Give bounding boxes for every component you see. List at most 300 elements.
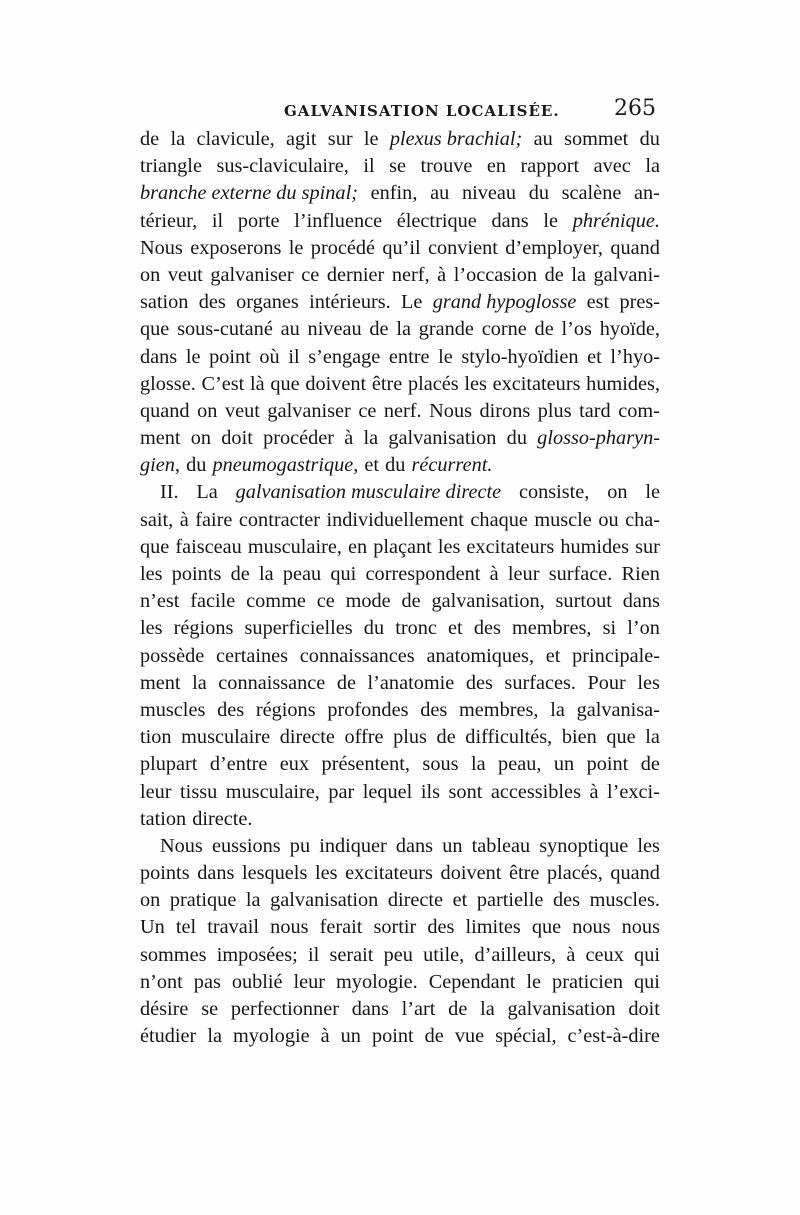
word: étudier: [140, 1025, 197, 1048]
word: à: [589, 780, 599, 803]
word: à: [566, 943, 576, 966]
word: entre: [388, 345, 430, 368]
text-line: [140, 425, 660, 452]
word: dirons: [479, 399, 531, 422]
word: qu’il: [382, 236, 421, 259]
italic-word: plexus brachial;: [389, 128, 523, 150]
word: le: [288, 236, 304, 259]
word: chaque: [470, 508, 528, 531]
word: quand: [610, 236, 660, 259]
word: perfectionner: [230, 998, 339, 1020]
text-line: [140, 534, 660, 561]
word: n’est: [140, 590, 180, 613]
word: du: [186, 454, 207, 477]
word: des: [465, 671, 493, 694]
word: en: [347, 535, 368, 558]
word: du: [639, 128, 660, 150]
word: et: [452, 889, 468, 912]
word: être: [509, 862, 540, 885]
word: du: [363, 617, 385, 640]
word: la: [396, 318, 411, 341]
word: au: [430, 182, 450, 205]
word: possède: [140, 644, 205, 667]
word: ferait: [319, 916, 363, 939]
word: bien: [561, 726, 597, 749]
word: faire: [195, 508, 233, 531]
word: à: [489, 563, 499, 585]
word: du: [385, 454, 406, 477]
word: mode: [345, 590, 391, 613]
word: C’est: [201, 372, 245, 395]
word: surtout: [555, 590, 612, 613]
word: porte: [237, 209, 280, 232]
word: individuellement: [326, 508, 464, 531]
word: et: [587, 345, 602, 368]
word: enfin,: [370, 182, 418, 205]
word: de: [369, 318, 389, 341]
word: régions: [255, 698, 316, 721]
word: qui: [633, 970, 660, 993]
word: des: [473, 617, 501, 640]
text-line: [140, 180, 660, 207]
word: présentent,: [321, 753, 410, 776]
text-line: [140, 561, 660, 588]
word: des: [217, 698, 245, 721]
word: dans: [622, 590, 660, 613]
word: un: [553, 753, 575, 776]
word: on: [190, 427, 212, 450]
word: ceux: [585, 943, 624, 966]
word: muscle: [534, 508, 592, 531]
word: le: [363, 128, 379, 150]
word: membres,: [459, 698, 539, 721]
word: comme: [246, 590, 306, 613]
word: peau,: [498, 753, 542, 776]
word: ment: [140, 427, 181, 450]
word: de: [401, 590, 421, 613]
word: qui: [634, 943, 660, 966]
word: surface.: [548, 563, 613, 585]
word: veut: [167, 263, 203, 286]
word: la: [470, 753, 486, 776]
word: galvaniser: [267, 399, 351, 422]
word: offre: [344, 726, 384, 749]
word: membres,: [512, 617, 592, 640]
word: com-: [618, 399, 660, 422]
word: surfaces.: [504, 671, 576, 694]
word: d’ailleurs,: [474, 943, 557, 966]
word: l’influence: [294, 209, 383, 232]
word: galvanisa-: [576, 698, 660, 721]
word: de: [336, 671, 356, 694]
word: correspondent: [365, 563, 481, 585]
word: directe: [279, 726, 335, 749]
running-title: GALVANISATION LOCALISÉE.: [284, 102, 560, 120]
word: nerf,: [391, 263, 430, 286]
word: à: [437, 263, 447, 286]
word: tissu: [180, 780, 218, 803]
word: plus: [393, 726, 427, 749]
word: l’exci-: [607, 780, 660, 803]
word: ce: [358, 399, 377, 422]
word: s’engage: [308, 345, 381, 368]
word: l’anatomie: [367, 671, 455, 694]
word: sur: [327, 128, 353, 150]
word: triangle: [140, 155, 202, 178]
word: certaines: [215, 644, 289, 667]
word: faisceau: [175, 535, 242, 558]
word: doit: [628, 998, 660, 1020]
italic-word: phrénique.: [572, 209, 660, 232]
text-line: [140, 724, 660, 751]
word: on: [197, 399, 218, 422]
word: synoptique: [539, 834, 629, 857]
word: à: [344, 427, 354, 450]
word: humides,: [586, 372, 660, 395]
word: ce: [316, 590, 335, 613]
word: connaissance: [218, 671, 326, 694]
word: régions: [173, 617, 234, 640]
word: La: [196, 481, 218, 504]
word: l’art: [401, 998, 436, 1020]
word: nous: [572, 916, 611, 939]
word: la: [550, 698, 565, 721]
word: le: [543, 209, 558, 232]
word: sait,: [140, 508, 174, 531]
text-line: [140, 1023, 660, 1050]
word: la: [645, 155, 660, 178]
body-text: [140, 126, 660, 1050]
word: la: [363, 427, 379, 450]
word: il: [363, 155, 375, 178]
word: dans: [491, 209, 529, 232]
word: procéder: [263, 427, 334, 450]
word: tableau: [471, 834, 531, 857]
text-line: [140, 262, 660, 289]
word: clavicule,: [196, 128, 275, 150]
word: placés: [408, 372, 459, 395]
word: sortir: [373, 916, 417, 939]
word: de: [448, 998, 468, 1020]
text-line: [140, 588, 660, 615]
word: de: [140, 128, 160, 150]
word: oublié: [231, 970, 283, 993]
word: que: [140, 318, 170, 341]
word: sont: [448, 780, 483, 803]
text-line: [140, 371, 660, 398]
word: pratique: [169, 889, 237, 912]
text-line: [140, 996, 660, 1023]
word: à: [320, 1025, 330, 1048]
word: tel: [175, 916, 197, 939]
text-line: [140, 208, 660, 235]
word: accessibles: [490, 780, 581, 803]
word: plus: [537, 399, 572, 422]
word: des: [420, 698, 448, 721]
word: être: [371, 372, 403, 395]
italic-word: branche externe du spinal;: [140, 182, 358, 205]
word: la: [207, 1025, 222, 1048]
word: tion: [140, 726, 172, 749]
word: II.: [160, 481, 179, 504]
word: tation: [140, 807, 187, 830]
word: placés,: [547, 862, 603, 885]
word: anatomiques,: [426, 644, 535, 667]
word: ce: [301, 263, 320, 286]
word: le: [526, 970, 542, 993]
text-line: [140, 289, 660, 316]
word: des: [427, 916, 455, 939]
italic-word: pneumogastrique,: [212, 454, 359, 477]
word: connaissances: [299, 644, 415, 667]
running-head: [140, 96, 660, 126]
word: se: [389, 155, 407, 178]
word: avec: [593, 155, 631, 178]
word: procédé: [310, 236, 375, 259]
word: corne: [481, 318, 527, 341]
word: sation: [140, 291, 189, 314]
word: de: [544, 263, 564, 286]
word: niveau: [461, 182, 516, 205]
word: galvaniser: [210, 263, 294, 286]
word: Pour: [587, 671, 626, 694]
text-line: [140, 751, 660, 778]
word: n’ont: [140, 970, 183, 993]
word: exposerons: [190, 236, 282, 259]
text-line: [140, 942, 660, 969]
word: excitateurs: [345, 862, 433, 885]
word: superficielles: [244, 617, 353, 640]
word: on: [140, 263, 161, 286]
word: musculaire: [181, 726, 271, 749]
word: niveau: [307, 318, 362, 341]
word: que: [606, 726, 636, 749]
word: trouve: [420, 155, 473, 178]
text-line: [140, 833, 660, 860]
word: muscles: [140, 698, 206, 721]
word: principale-: [572, 644, 660, 667]
text-line: [140, 479, 660, 506]
word: la: [192, 671, 207, 694]
word: points: [140, 862, 190, 885]
italic-word: glosso-pharyn-: [537, 427, 660, 450]
word: consiste,: [518, 481, 590, 504]
word: est: [586, 291, 610, 314]
word: les: [437, 535, 461, 558]
word: pas: [193, 970, 221, 993]
word: pres-: [619, 291, 660, 314]
word: grande: [418, 318, 474, 341]
word: il: [211, 209, 224, 232]
word: la: [645, 726, 660, 749]
word: myologie: [232, 1025, 310, 1048]
italic-word: grand hypoglosse: [432, 291, 577, 314]
word: cha-: [625, 508, 660, 531]
word: leur: [140, 780, 172, 803]
word: un: [442, 834, 463, 857]
word: directe.: [192, 807, 253, 830]
word: sur: [635, 535, 660, 558]
text-line: [140, 670, 660, 697]
word: point: [586, 753, 629, 776]
word: dans: [351, 998, 389, 1020]
word: nerf.: [383, 399, 422, 422]
word: quand: [610, 862, 660, 885]
word: eux: [279, 753, 310, 776]
word: scalène: [561, 182, 622, 205]
text-line: [140, 860, 660, 887]
word: muscles.: [589, 889, 660, 912]
word: dans: [140, 345, 178, 368]
word: qui: [330, 563, 357, 585]
text-line: [140, 235, 660, 262]
word: musculaire,: [225, 780, 320, 803]
word: vue: [454, 1025, 485, 1048]
word: leur: [293, 970, 326, 993]
word: doivent: [305, 372, 367, 395]
word: à: [179, 508, 189, 531]
word: veut: [224, 399, 260, 422]
word: au: [280, 318, 300, 341]
word: se: [201, 998, 219, 1020]
word: ment: [140, 671, 181, 694]
word: que: [270, 372, 300, 395]
word: glosse.: [140, 372, 196, 395]
word: de: [424, 1025, 444, 1048]
word: l’on: [627, 617, 660, 640]
word: intérieurs.: [309, 291, 391, 314]
text-line: [140, 153, 660, 180]
word: la: [480, 998, 495, 1020]
word: les: [637, 834, 660, 857]
word: nous: [621, 916, 660, 939]
word: désire: [140, 998, 189, 1020]
word: les: [140, 617, 163, 640]
word: et: [448, 617, 463, 640]
word: électrique: [396, 209, 477, 232]
word: imposées;: [216, 943, 298, 966]
text-line: [140, 507, 660, 534]
word: sommes: [140, 943, 207, 966]
word: sous-cutané: [177, 318, 273, 341]
word: plaçant: [373, 535, 432, 558]
word: difficultés,: [465, 726, 553, 749]
word: du: [506, 427, 527, 450]
word: si: [602, 617, 617, 640]
text-line: [140, 316, 660, 343]
word: l’occasion: [453, 263, 538, 286]
word: serait: [329, 943, 374, 966]
word: la: [245, 889, 261, 912]
word: doit: [221, 427, 253, 450]
word: musculaire,: [247, 535, 342, 558]
text-line: [140, 126, 660, 153]
word: travail: [207, 916, 260, 939]
page-number: 265: [614, 96, 656, 121]
word: point: [209, 345, 251, 368]
word: on: [607, 481, 628, 504]
word: que: [140, 535, 170, 558]
text-line: [140, 806, 660, 833]
word: eussions: [211, 834, 281, 857]
word: partielle: [476, 889, 544, 912]
word: sous: [422, 753, 459, 776]
word: galvanisation: [270, 889, 379, 912]
word: Rien: [621, 563, 660, 585]
word: organes: [236, 291, 299, 314]
word: le: [438, 345, 453, 368]
word: de: [640, 753, 660, 776]
text-line: [140, 697, 660, 724]
word: plupart: [140, 753, 198, 776]
word: convient: [428, 236, 498, 259]
word: points: [171, 563, 222, 585]
word: il: [288, 345, 300, 368]
word: ils: [420, 780, 441, 803]
word: de: [534, 318, 554, 341]
word: quand: [140, 399, 190, 422]
word: point: [371, 1025, 414, 1048]
word: en: [486, 155, 507, 178]
word: indiquer: [319, 834, 387, 857]
italic-word: galvanisation musculaire directe: [235, 481, 502, 504]
word: les: [140, 563, 163, 585]
text-line: [140, 969, 660, 996]
word: an-: [634, 182, 660, 205]
text-line: [140, 643, 660, 670]
word: là: [250, 372, 265, 395]
word: doivent: [440, 862, 502, 885]
word: de: [436, 726, 456, 749]
word: Nous: [140, 236, 183, 259]
text-line: [140, 887, 660, 914]
word: de: [230, 563, 250, 585]
text-line: [140, 452, 660, 479]
word: excitateurs: [466, 535, 555, 558]
word: Cependant: [428, 970, 516, 993]
word: galvani-: [593, 263, 660, 286]
word: nous: [270, 916, 309, 939]
word: la: [571, 263, 586, 286]
word: humides: [560, 535, 630, 558]
word: le: [645, 481, 660, 504]
word: dans: [197, 862, 235, 885]
word: directe: [387, 889, 444, 912]
word: spécial,: [495, 1025, 557, 1048]
word: galvanisation: [507, 998, 616, 1020]
word: galvanisation,: [431, 590, 545, 613]
word: utile,: [423, 943, 465, 966]
word: il: [308, 943, 320, 966]
word: les: [314, 862, 338, 885]
word: un: [340, 1025, 361, 1048]
word: que: [531, 916, 562, 939]
word: tronc: [395, 617, 437, 640]
word: facile: [190, 590, 236, 613]
word: agit: [286, 128, 317, 150]
word: pu: [289, 834, 311, 857]
word: stylo-hyoïdien: [461, 345, 579, 368]
word: Nous: [160, 834, 203, 857]
text-line: [140, 615, 660, 642]
word: l’hyo-: [610, 345, 660, 368]
word: galvanisation: [388, 427, 497, 450]
word: limites: [465, 916, 521, 939]
word: des: [552, 889, 580, 912]
italic-word: gien,: [140, 454, 180, 477]
word: c’est-à-dire: [567, 1025, 660, 1048]
word: leur: [507, 563, 540, 585]
